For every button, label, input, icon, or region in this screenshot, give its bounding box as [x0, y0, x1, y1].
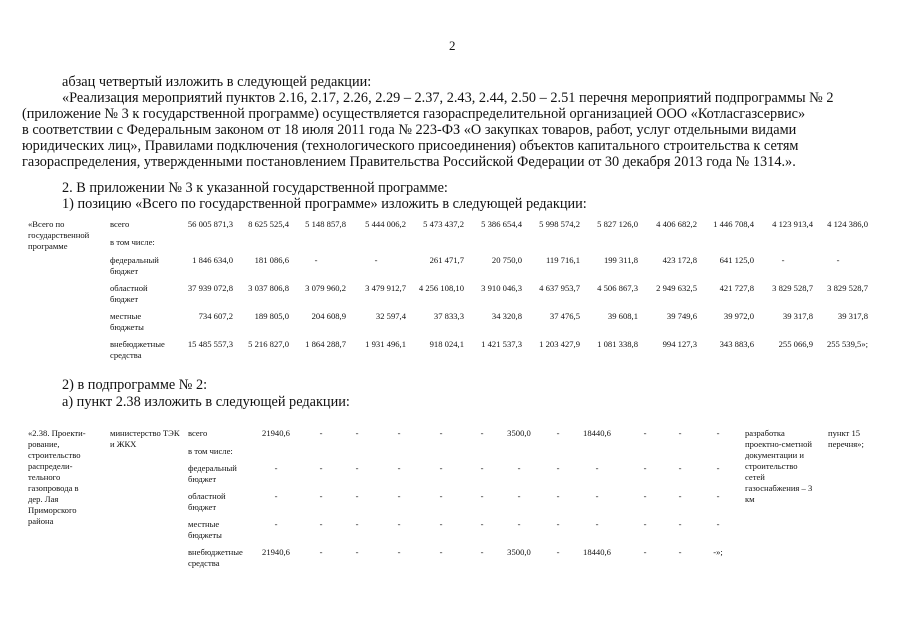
- table2-cell: -: [678, 491, 682, 501]
- table1-cell: 39 317,8: [837, 311, 868, 321]
- table2-cell: -: [319, 463, 323, 473]
- table1-cell: 204 608,9: [311, 311, 346, 321]
- paragraph-quote-line: в соответствии с Федеральным законом от 18 июля 2011 года № 223-ФЗ «О закупках товаров, работ, услуг отдельными видами: [22, 122, 797, 138]
- table2-cell: -: [556, 428, 560, 438]
- table2-row-label: всего: [188, 428, 208, 438]
- table1-cell: 423 172,8: [662, 255, 697, 265]
- table1-cell: 32 597,4: [375, 311, 406, 321]
- table1-cell: 3 479 912,7: [365, 283, 406, 293]
- table1-cell: 5 473 437,2: [423, 219, 464, 229]
- table2-cell: -: [643, 428, 647, 438]
- table2-cell: -: [678, 463, 682, 473]
- table2-row-label: областной бюджет: [188, 491, 226, 512]
- table2-cell: -: [595, 491, 599, 501]
- table2-cell: -: [355, 491, 359, 501]
- table1-cell: 39 608,1: [607, 311, 638, 321]
- table1-cell: 4 506 867,3: [597, 283, 638, 293]
- table1-row-label: местные бюджеты: [110, 311, 144, 332]
- table1-cell: 1 421 537,3: [481, 339, 522, 349]
- table2-cell: -: [517, 491, 521, 501]
- table2-cell: -: [556, 463, 560, 473]
- table1-row-label: внебюджетные средства: [110, 339, 165, 360]
- table2-cell: 21940,6: [262, 547, 290, 557]
- table2-cell: -: [319, 519, 323, 529]
- table1-cell: 3 079 960,2: [305, 283, 346, 293]
- table1-cell: 56 005 871,3: [187, 219, 233, 229]
- paragraph-quote-line: газораспределения, утвержденными постановлением Правительства Российской Федерации от 30 декабря 2013 года № 1314.».: [22, 154, 796, 170]
- table1-cell: 255 066,9: [778, 339, 813, 349]
- table1-cell: 39 749,6: [666, 311, 697, 321]
- table2-cell: -: [274, 519, 278, 529]
- table2-cell: -: [397, 463, 401, 473]
- table1-cell: 37 476,5: [549, 311, 580, 321]
- table1-cell: 261 471,7: [429, 255, 464, 265]
- table1-cell: 421 727,8: [719, 283, 754, 293]
- table2-cell: -: [595, 519, 599, 529]
- table2-cell: -: [678, 519, 682, 529]
- table2-cell: -: [274, 491, 278, 501]
- table2-cell: -: [439, 519, 443, 529]
- table1-cell: 4 124 386,0: [827, 219, 868, 229]
- paragraph-quote-line: «Реализация мероприятий пунктов 2.16, 2.17, 2.26, 2.29 – 2.37, 2.43, 2.44, 2.50 – 2.51 перечня мероприятий подпрограммы № 2: [62, 90, 834, 106]
- table1-cell: 3 829 528,7: [827, 283, 868, 293]
- table1-cell: 5 216 827,0: [248, 339, 289, 349]
- table1-cell: 1 864 288,7: [305, 339, 346, 349]
- table1-cell: 4 123 913,4: [772, 219, 813, 229]
- table2-cell: -: [556, 547, 560, 557]
- table2-cell: -: [716, 519, 720, 529]
- table2-cell: -: [397, 428, 401, 438]
- table1-cell: 1 846 634,0: [192, 255, 233, 265]
- paragraph-item-2-38: а) пункт 2.38 изложить в следующей редакции:: [62, 394, 350, 410]
- table2-cell: -: [643, 463, 647, 473]
- table1-row-label: областной бюджет: [110, 283, 148, 304]
- table1-cell: -: [836, 255, 840, 265]
- table1-cell: 1 203 427,9: [539, 339, 580, 349]
- table2-row-label: в том числе:: [188, 446, 233, 456]
- table2-cell: -: [480, 428, 484, 438]
- table1-cell: 4 256 108,10: [418, 283, 464, 293]
- table1-row-label: федеральный бюджет: [110, 255, 159, 276]
- page-number: 2: [449, 38, 456, 53]
- table1-cell: 5 444 006,2: [365, 219, 406, 229]
- table2-cell: -: [319, 491, 323, 501]
- table2-cell: -: [355, 519, 359, 529]
- table1-cell: 37 833,3: [433, 311, 464, 321]
- table1-cell: 181 086,6: [254, 255, 289, 265]
- table2-cell: 18440,6: [583, 428, 611, 438]
- table2-cell: -: [397, 519, 401, 529]
- table1-cell: 1 931 496,1: [365, 339, 406, 349]
- table2-cell: -: [643, 491, 647, 501]
- table1-cell: 20 750,0: [491, 255, 522, 265]
- table1-cell: 8 625 525,4: [248, 219, 289, 229]
- table2-cell: -: [556, 491, 560, 501]
- table2-executor: министерство ТЭК и ЖКХ: [110, 428, 180, 449]
- table2-reference: пункт 15 перечня»;: [828, 428, 864, 449]
- table1-cell: 3 829 528,7: [772, 283, 813, 293]
- table1-row-label: в том числе:: [110, 237, 155, 247]
- table1-cell: 34 320,8: [491, 311, 522, 321]
- table2-cell: -: [355, 428, 359, 438]
- table2-cell: -: [556, 519, 560, 529]
- table2-cell: 21940,6: [262, 428, 290, 438]
- table1-cell: 5 827 126,0: [597, 219, 638, 229]
- table2-cell: -: [716, 463, 720, 473]
- table2-cell: -: [439, 547, 443, 557]
- table2-cell: -: [480, 491, 484, 501]
- table1-cell: 189 805,0: [254, 311, 289, 321]
- table1-cell: 39 317,8: [782, 311, 813, 321]
- table1-cell: 4 406 682,2: [656, 219, 697, 229]
- table2-cell: -: [319, 547, 323, 557]
- table2-row-label: федеральный бюджет: [188, 463, 237, 484]
- paragraph-intro: абзац четвертый изложить в следующей редакции:: [62, 74, 372, 90]
- table1-cell: 3 910 046,3: [481, 283, 522, 293]
- table2-cell: -: [517, 463, 521, 473]
- table1-title: «Всего по государственной программе: [28, 219, 90, 251]
- table2-cell: -: [480, 463, 484, 473]
- table1-cell: 15 485 557,3: [187, 339, 233, 349]
- table1-cell: 734 607,2: [198, 311, 233, 321]
- table2-cell: -: [643, 547, 647, 557]
- table1-cell: -: [374, 255, 378, 265]
- paragraph-quote-line: юридических лиц», Правилами подключения (технологического присоединения) объектов капитального строительства к сетям: [22, 138, 799, 154]
- table2-row-label: внебюджетные средства: [188, 547, 243, 568]
- table1-cell: -: [781, 255, 785, 265]
- table1-cell: 5 148 857,8: [305, 219, 346, 229]
- table2-cell: -: [678, 428, 682, 438]
- table1-cell: 1 081 338,8: [597, 339, 638, 349]
- table1-cell: 39 972,0: [723, 311, 754, 321]
- table1-cell: 641 125,0: [719, 255, 754, 265]
- table2-cell: -: [355, 547, 359, 557]
- table2-cell: -: [355, 463, 359, 473]
- table2-cell: -: [439, 491, 443, 501]
- table2-cell: -: [716, 491, 720, 501]
- table1-cell: 343 883,6: [719, 339, 754, 349]
- table2-cell: -: [439, 428, 443, 438]
- table1-row-label: всего: [110, 219, 130, 229]
- table1-cell: 199 311,8: [603, 255, 638, 265]
- table1-cell: 2 949 632,5: [656, 283, 697, 293]
- table2-cell: -: [678, 547, 682, 557]
- table2-cell: -: [397, 547, 401, 557]
- table2-cell: -: [517, 519, 521, 529]
- table2-item-name: «2.38. Проекти-рование, строительство распредели-тельного газопровода в дер. Лая Приморского района: [28, 428, 86, 526]
- table2-cell: -: [319, 428, 323, 438]
- table2-cell: -: [480, 519, 484, 529]
- table1-cell: 119 716,1: [545, 255, 580, 265]
- table1-cell: 255 539,5»;: [826, 339, 868, 349]
- table2-cell: 18440,6: [583, 547, 611, 557]
- paragraph-quote-line: (приложение № 3 к государственной программе) осуществляется газораспределительной организацией ООО «Котласгазсервис»: [22, 106, 806, 122]
- table1-cell: 37 939 072,8: [187, 283, 233, 293]
- table2-cell: 3500,0: [507, 428, 531, 438]
- table2-cell: -: [716, 428, 720, 438]
- table1-cell: 918 024,1: [429, 339, 464, 349]
- table2-cell: -: [397, 491, 401, 501]
- paragraph-item-2-1: 1) позицию «Всего по государственной программе» изложить в следующей редакции:: [62, 196, 587, 212]
- table2-cell: -: [274, 463, 278, 473]
- table1-cell: 994 127,3: [662, 339, 697, 349]
- table2-cell: -: [480, 547, 484, 557]
- table2-row-label: местные бюджеты: [188, 519, 222, 540]
- table2-cell: -: [595, 463, 599, 473]
- table1-cell: 3 037 806,8: [248, 283, 289, 293]
- table1-cell: 5 386 654,4: [481, 219, 522, 229]
- table1-cell: 5 998 574,2: [539, 219, 580, 229]
- paragraph-item-2: 2. В приложении № 3 к указанной государственной программе:: [62, 180, 448, 196]
- table2-cell: 3500,0: [507, 547, 531, 557]
- table1-cell: -: [314, 255, 318, 265]
- table1-cell: 4 637 953,7: [539, 283, 580, 293]
- table2-cell: -: [439, 463, 443, 473]
- table2-cell: -: [643, 519, 647, 529]
- table2-cell: -»;: [713, 547, 723, 557]
- table2-result: разработка проектно-сметной документации и строительство сетей газоснабжения – 3 км: [745, 428, 813, 504]
- table1-cell: 1 446 708,4: [713, 219, 754, 229]
- paragraph-subprogram: 2) в подпрограмме № 2:: [62, 377, 208, 393]
